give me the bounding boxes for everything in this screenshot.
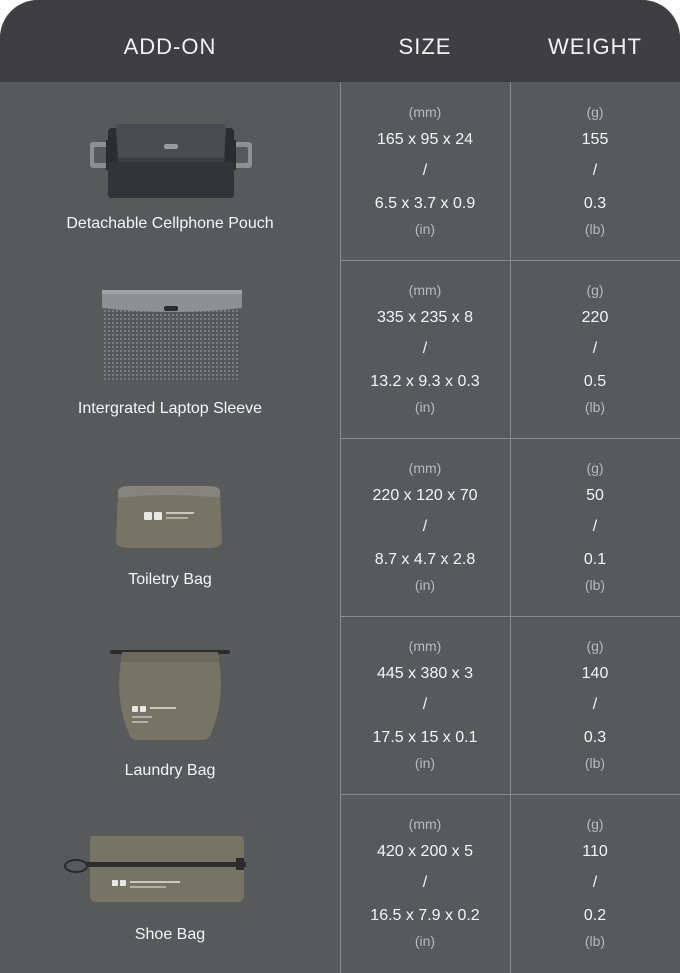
size-in: 6.5 x 3.7 x 0.9	[374, 195, 476, 212]
laundry-bag-image	[108, 644, 232, 744]
table-row	[0, 794, 680, 973]
unit-g: (g)	[586, 460, 604, 476]
unit-lb: (lb)	[584, 399, 606, 415]
weight-lb: 0.2	[583, 907, 607, 924]
separator: /	[422, 518, 428, 535]
unit-in: (in)	[414, 755, 436, 771]
separator: /	[592, 162, 598, 179]
unit-mm: (mm)	[408, 282, 442, 298]
addon-name: Intergrated Laptop Sleeve	[77, 400, 263, 417]
size-mm: 420 x 200 x 5	[376, 843, 474, 860]
unit-in: (in)	[414, 399, 436, 415]
unit-mm: (mm)	[408, 638, 442, 654]
size-mm: 445 x 380 x 3	[376, 665, 474, 682]
separator: /	[422, 874, 428, 891]
unit-lb: (lb)	[584, 755, 606, 771]
separator: /	[592, 874, 598, 891]
header-size: SIZE	[398, 34, 452, 59]
size-in: 16.5 x 7.9 x 0.2	[370, 907, 480, 924]
size-mm: 335 x 235 x 8	[376, 309, 474, 326]
unit-g: (g)	[586, 282, 604, 298]
unit-g: (g)	[586, 104, 604, 120]
size-mm: 165 x 95 x 24	[376, 131, 474, 148]
separator: /	[592, 696, 598, 713]
shoe-bag-image	[62, 830, 248, 910]
weight-g: 140	[581, 665, 609, 682]
header-weight: WEIGHT	[548, 34, 642, 59]
weight-g: 220	[581, 309, 609, 326]
unit-lb: (lb)	[584, 933, 606, 949]
table-row	[0, 616, 680, 794]
unit-in: (in)	[414, 577, 436, 593]
weight-lb: 0.3	[583, 195, 607, 212]
unit-in: (in)	[414, 221, 436, 237]
weight-g: 50	[586, 487, 604, 504]
separator: /	[422, 162, 428, 179]
weight-g: 155	[581, 131, 609, 148]
laptop-sleeve-image	[100, 286, 244, 384]
toiletry-bag-image	[110, 484, 228, 550]
addon-name: Detachable Cellphone Pouch	[66, 215, 274, 232]
header-addon: ADD-ON	[123, 34, 217, 59]
unit-lb: (lb)	[584, 577, 606, 593]
separator: /	[592, 518, 598, 535]
addon-name: Shoe Bag	[134, 926, 206, 943]
weight-lb: 0.1	[583, 551, 607, 568]
weight-g: 110	[582, 843, 608, 860]
table-row	[0, 82, 680, 260]
size-mm: 220 x 120 x 70	[372, 487, 478, 504]
unit-mm: (mm)	[408, 104, 442, 120]
unit-in: (in)	[414, 933, 436, 949]
separator: /	[422, 696, 428, 713]
addon-name: Laundry Bag	[124, 762, 216, 779]
addon-name: Toiletry Bag	[128, 571, 212, 588]
unit-g: (g)	[586, 816, 604, 832]
table-row	[0, 260, 680, 438]
cellphone-pouch-image	[88, 118, 254, 202]
unit-mm: (mm)	[408, 460, 442, 476]
size-in: 8.7 x 4.7 x 2.8	[374, 551, 476, 568]
unit-lb: (lb)	[584, 221, 606, 237]
separator: /	[592, 340, 598, 357]
size-in: 13.2 x 9.3 x 0.3	[370, 373, 480, 390]
weight-lb: 0.3	[583, 729, 607, 746]
weight-lb: 0.5	[583, 373, 607, 390]
unit-g: (g)	[586, 638, 604, 654]
table-header	[0, 0, 680, 82]
table-row	[0, 438, 680, 616]
size-in: 17.5 x 15 x 0.1	[372, 729, 478, 746]
unit-mm: (mm)	[408, 816, 442, 832]
separator: /	[422, 340, 428, 357]
